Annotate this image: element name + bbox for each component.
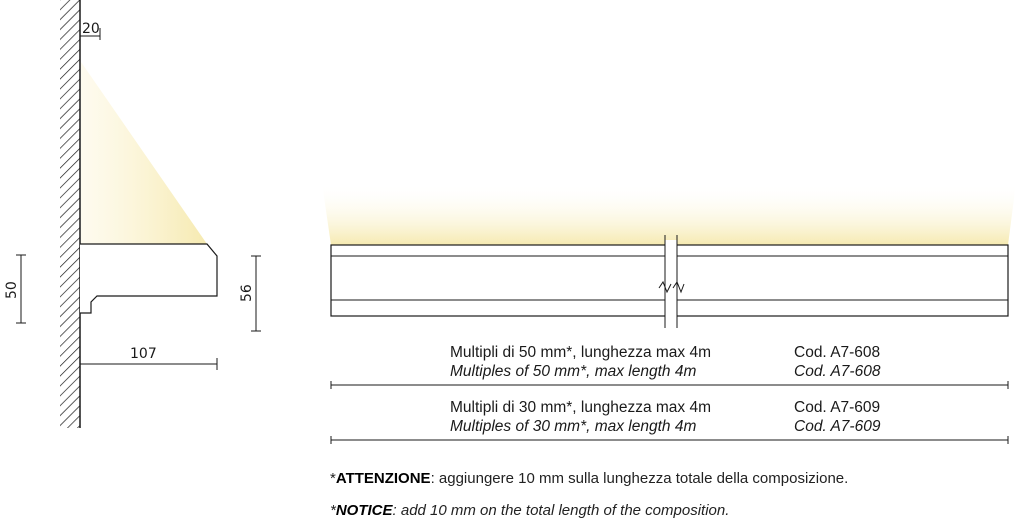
spec-1-code-it: Cod. A7-608 xyxy=(794,344,881,361)
dim-height-right-label: 56 xyxy=(239,284,255,302)
light-strip xyxy=(322,183,1016,245)
spec-2-code-en: Cod. A7-609 xyxy=(794,418,881,435)
break-gap xyxy=(665,240,677,324)
light-cone xyxy=(81,62,207,244)
dim-height-left-label: 50 xyxy=(4,281,20,299)
note-en-label: NOTICE xyxy=(335,502,393,519)
length-line-2 xyxy=(331,436,1008,444)
dim-top-label: 20 xyxy=(82,21,100,37)
spec-2-code-it: Cod. A7-609 xyxy=(794,399,881,416)
cross-section xyxy=(4,0,261,428)
spec-2-en: Multiples of 30 mm*, max length 4m xyxy=(450,418,697,435)
note-it: *ATTENZIONE: aggiungere 10 mm sulla lunghezza totale della composizione. xyxy=(330,470,849,487)
spec-1-it: Multipli di 50 mm*, lunghezza max 4m xyxy=(450,344,712,361)
wall-hatch xyxy=(60,0,80,428)
dim-width-label: 107 xyxy=(130,346,157,362)
spec-1-code-en: Cod. A7-608 xyxy=(794,363,881,380)
note-it-label: ATTENZIONE xyxy=(335,470,431,487)
note-en: *NOTICE: add 10 mm on the total length of the composition. xyxy=(330,502,730,519)
spec-2-it: Multipli di 30 mm*, lunghezza max 4m xyxy=(450,399,712,416)
profile-outline xyxy=(80,244,217,313)
spec-1-en: Multiples of 50 mm*, max length 4m xyxy=(450,363,697,380)
length-line-1 xyxy=(331,381,1008,389)
